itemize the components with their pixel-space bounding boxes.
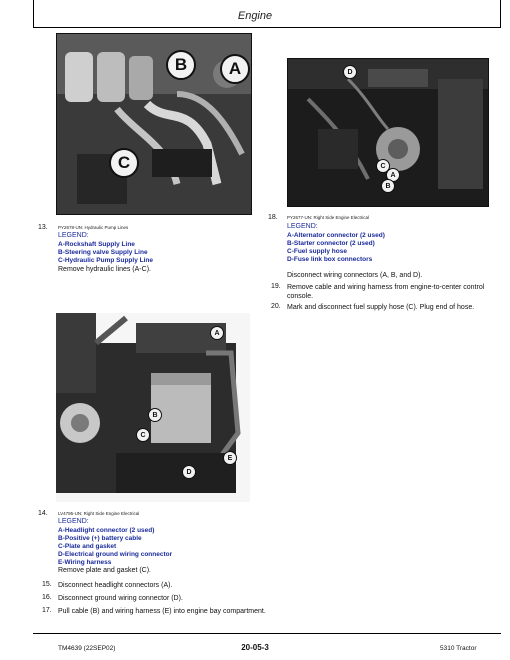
footer-doc-id: TM4639 (22SEP02) — [58, 645, 116, 652]
header-rule — [33, 27, 501, 28]
footer-rule — [33, 633, 501, 634]
step-number: 20. — [271, 303, 281, 310]
legend-item: C-Hydraulic Pump Supply Line — [58, 257, 153, 264]
photo-right-side-engine-electrical — [287, 58, 489, 207]
step-text: Pull cable (B) and wiring harness (E) into engine bay compartment. — [58, 608, 266, 615]
legend-list — [287, 232, 385, 264]
footer-page-number: 20-05-3 — [241, 643, 269, 652]
section-title: Engine — [237, 10, 273, 22]
step-number: 18. — [268, 214, 278, 221]
legend-item: B-Steering valve Supply Line — [58, 249, 148, 256]
legend-item: A-Headlight connector (2 used) — [58, 527, 155, 534]
legend-item: A-Alternator connector (2 used) — [287, 232, 385, 239]
legend-item: A-Rockshaft Supply Line — [58, 241, 135, 248]
step-text: Remove cable and wiring harness from engine-to-center control console. — [287, 284, 485, 300]
callout-a: A — [220, 54, 250, 84]
figure-caption-id: LV4795-UN: Right Side Engine Electrical — [58, 511, 140, 516]
instruction-text: Remove hydraulic lines (A-C). — [58, 266, 151, 273]
step-text: Disconnect headlight connectors (A). — [58, 582, 173, 589]
callout-e: E — [223, 451, 237, 465]
callout-a: A — [210, 326, 224, 340]
step-number: 19. — [271, 283, 281, 290]
callout-b: B — [166, 50, 196, 80]
step-number: 17. — [42, 607, 52, 614]
callout-d: D — [182, 465, 196, 479]
legend-title: LEGEND: — [287, 223, 318, 230]
callout-c: C — [136, 428, 150, 442]
legend-item: B-Positive (+) battery cable — [58, 535, 142, 542]
legend-title: LEGEND: — [58, 518, 89, 525]
figure-caption-id: PY2677-UN: Right Side Engine Electrical — [287, 215, 370, 220]
instruction-text: Remove plate and gasket (C). — [58, 567, 151, 574]
photo-hydraulic-pump-lines — [56, 33, 252, 215]
figure-caption-id: PY2678-UN: Hydraulic Pump Lines — [58, 225, 129, 230]
legend-list — [58, 527, 172, 567]
callout-b: B — [148, 408, 162, 422]
step-text: Mark and disconnect fuel supply hose (C). Plug end of hose. — [287, 304, 475, 311]
callout-b: B — [381, 179, 395, 193]
step-text: Disconnect ground wiring connector (D). — [58, 595, 183, 602]
step-number: 16. — [42, 594, 52, 601]
legend-item: B-Starter connector (2 used) — [287, 240, 375, 247]
legend-item: E-Wiring harness — [58, 559, 112, 566]
legend-list — [58, 241, 153, 265]
callout-c: C — [109, 148, 139, 178]
step-number: 13. — [38, 224, 48, 231]
callout-a: A — [386, 168, 400, 182]
instruction-text: Disconnect wiring connectors (A, B, and D). — [287, 272, 423, 279]
legend-item: C-Plate and gasket — [58, 543, 117, 550]
legend-item: C-Fuel supply hose — [287, 248, 347, 255]
step-number: 15. — [42, 581, 52, 588]
photo-right-side-engine-electrical-battery — [56, 313, 250, 502]
callout-d: D — [343, 65, 357, 79]
footer-model: 5310 Tractor — [440, 645, 477, 652]
legend-item: D-Fuse link box connectors — [287, 256, 373, 263]
step-number: 14. — [38, 510, 48, 517]
callout-c: C — [376, 159, 390, 173]
legend-item: D-Electrical ground wiring connector — [58, 551, 173, 558]
legend-title: LEGEND: — [58, 232, 89, 239]
